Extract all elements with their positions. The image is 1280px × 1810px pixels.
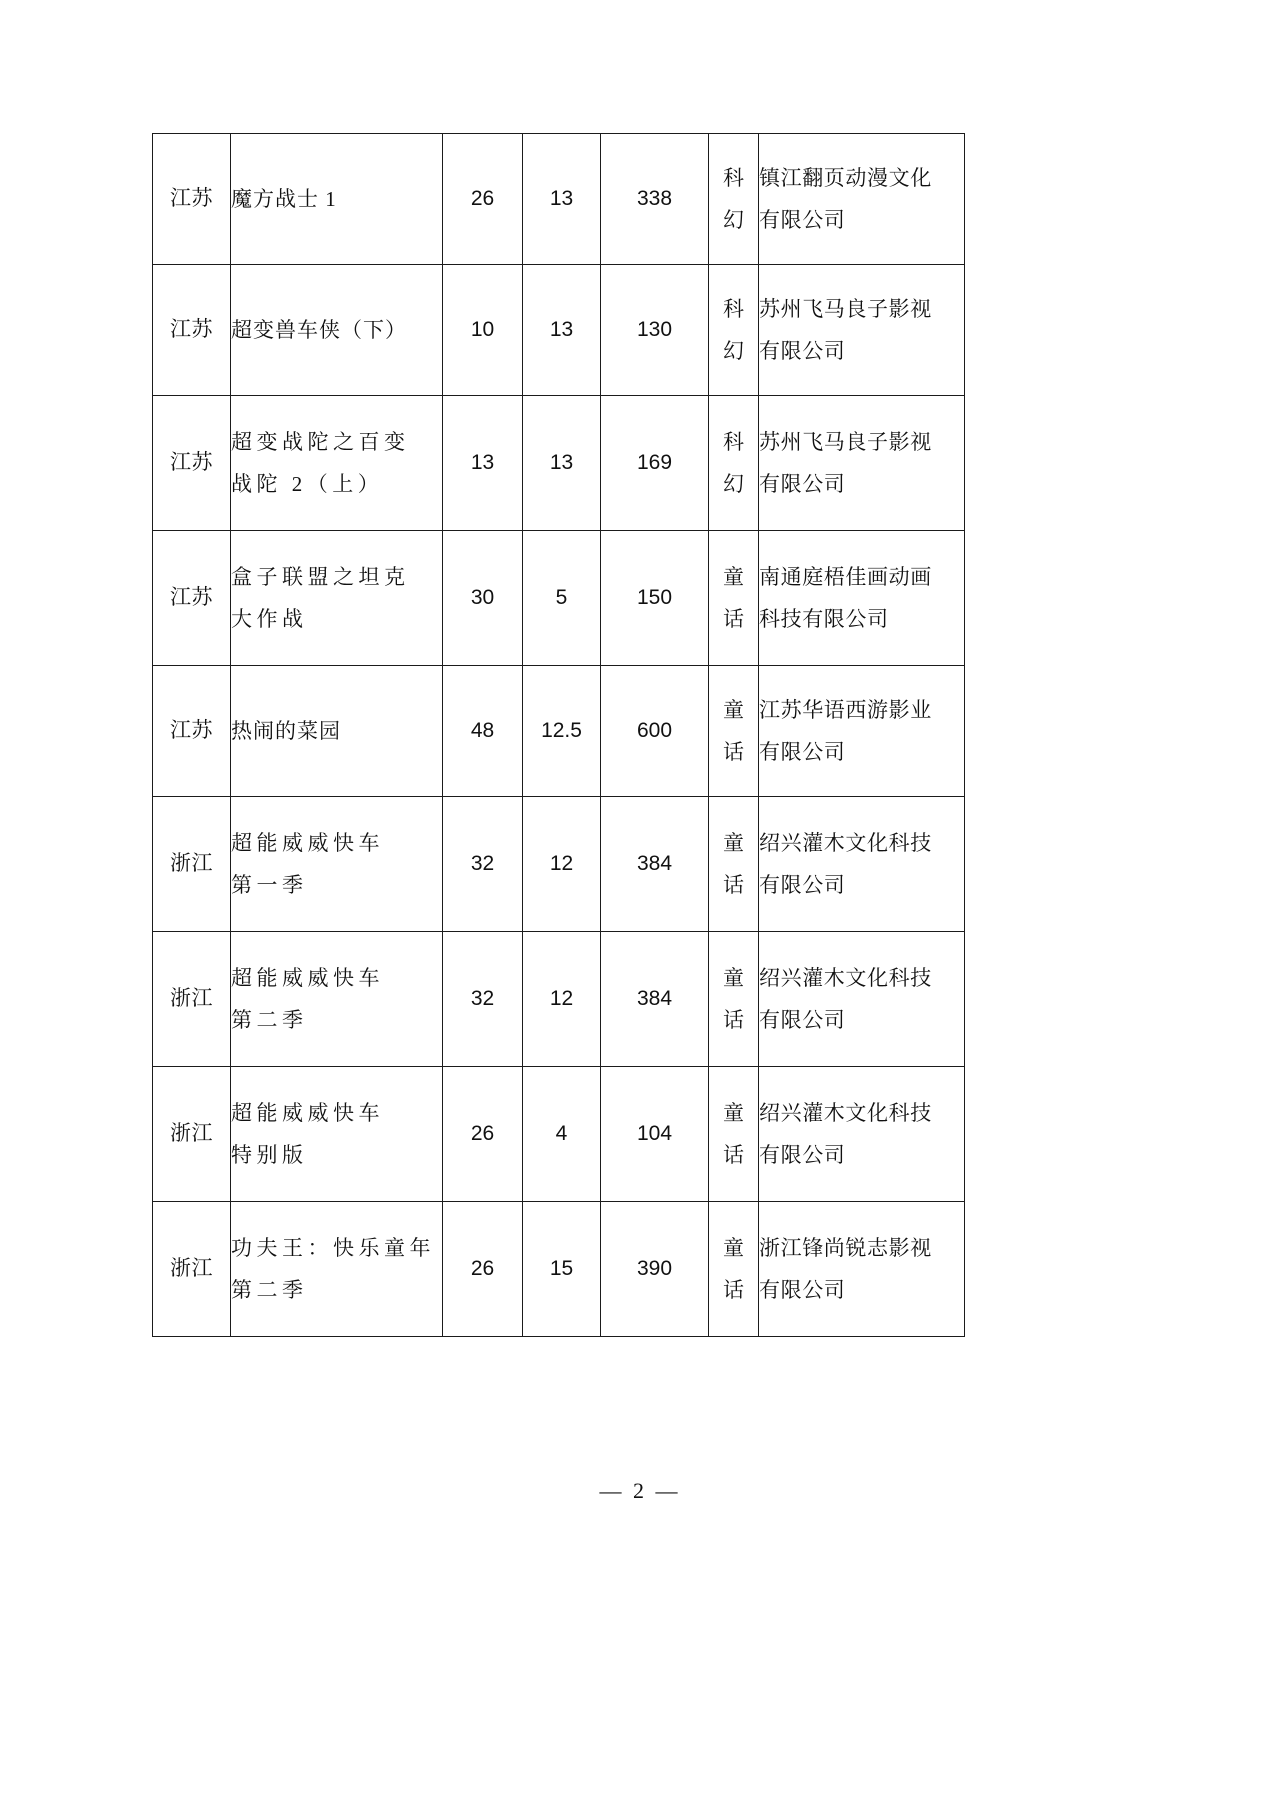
title-line: 第二季 [231, 1008, 308, 1032]
table-row [153, 666, 965, 797]
cell-minutes-per-episode: 12 [523, 932, 601, 1067]
cell-title [231, 932, 443, 1067]
cell-minutes-per-episode: 15 [523, 1202, 601, 1337]
cell-genre [709, 666, 759, 797]
cell-genre [709, 1067, 759, 1202]
cell-title [231, 265, 443, 396]
cell-company [759, 666, 965, 797]
cell-total-minutes: 130 [601, 265, 709, 396]
table-row [153, 265, 965, 396]
cell-company [759, 797, 965, 932]
cell-minutes-per-episode: 5 [523, 531, 601, 666]
cell-company [759, 396, 965, 531]
genre-char: 科 [723, 166, 744, 190]
cell-company [759, 1067, 965, 1202]
title-line: 大作战 [231, 607, 308, 631]
cell-province: 浙江 [153, 1202, 231, 1337]
cell-minutes-per-episode: 12.5 [523, 666, 601, 797]
company-line: 绍兴灌木文化科技 [759, 831, 932, 855]
title-line: 第二季 [231, 1278, 308, 1302]
cell-title [231, 396, 443, 531]
genre-char: 童 [723, 831, 744, 855]
cell-title [231, 797, 443, 932]
cell-minutes-per-episode: 12 [523, 797, 601, 932]
company-line: 绍兴灌木文化科技 [759, 1101, 932, 1125]
cell-genre [709, 1202, 759, 1337]
cell-total-minutes: 338 [601, 134, 709, 265]
cell-province: 浙江 [153, 1067, 231, 1202]
cell-total-minutes: 104 [601, 1067, 709, 1202]
cell-episodes: 48 [443, 666, 523, 797]
table-row [153, 134, 965, 265]
table-row [153, 531, 965, 666]
title-line: 超能威威快车 [231, 831, 384, 855]
company-line: 有限公司 [759, 472, 846, 496]
cell-province: 江苏 [153, 265, 231, 396]
cell-minutes-per-episode: 13 [523, 265, 601, 396]
title-line: 超能威威快车 [231, 1101, 384, 1125]
cell-title [231, 1202, 443, 1337]
cell-genre [709, 134, 759, 265]
cell-minutes-per-episode: 4 [523, 1067, 601, 1202]
cell-episodes: 32 [443, 797, 523, 932]
cell-episodes: 30 [443, 531, 523, 666]
genre-char: 幻 [723, 472, 744, 496]
table-row [153, 797, 965, 932]
genre-char: 话 [723, 873, 744, 897]
company-line: 有限公司 [759, 740, 846, 764]
cell-episodes: 32 [443, 932, 523, 1067]
cell-province: 浙江 [153, 797, 231, 932]
cell-total-minutes: 390 [601, 1202, 709, 1337]
cell-province: 江苏 [153, 666, 231, 797]
genre-char: 科 [723, 430, 744, 454]
genre-char: 话 [723, 1143, 744, 1167]
cell-genre [709, 531, 759, 666]
company-line: 绍兴灌木文化科技 [759, 966, 932, 990]
cell-genre [709, 265, 759, 396]
genre-char: 幻 [723, 208, 744, 232]
genre-char: 话 [723, 607, 744, 631]
company-line: 有限公司 [759, 873, 846, 897]
cell-title [231, 666, 443, 797]
title-line: 热闹的菜园 [231, 719, 341, 743]
title-line: 功夫王：快乐童年 [231, 1236, 435, 1260]
cell-genre [709, 396, 759, 531]
genre-char: 话 [723, 740, 744, 764]
title-line: 第一季 [231, 873, 308, 897]
title-line: 魔方战士 1 [231, 187, 337, 211]
company-line: 镇江翻页动漫文化 [759, 166, 932, 190]
table-row [153, 1202, 965, 1337]
company-line: 科技有限公司 [759, 607, 889, 631]
genre-char: 话 [723, 1278, 744, 1302]
cell-total-minutes: 150 [601, 531, 709, 666]
cell-minutes-per-episode: 13 [523, 396, 601, 531]
cell-title [231, 134, 443, 265]
cell-province: 江苏 [153, 396, 231, 531]
cell-total-minutes: 384 [601, 797, 709, 932]
cell-episodes: 26 [443, 1067, 523, 1202]
company-line: 浙江锋尚锐志影视 [759, 1236, 932, 1260]
page-number: — 2 — [599, 1478, 681, 1503]
genre-char: 幻 [723, 339, 744, 363]
cell-company [759, 134, 965, 265]
company-line: 有限公司 [759, 1143, 846, 1167]
title-line: 特别版 [231, 1143, 308, 1167]
title-line: 盒子联盟之坦克 [231, 565, 410, 589]
title-line: 战陀 2（上） [231, 472, 384, 496]
company-line: 南通庭梧佳画动画 [759, 565, 932, 589]
genre-char: 科 [723, 297, 744, 321]
table-row [153, 932, 965, 1067]
title-line: 超变战陀之百变 [231, 430, 410, 454]
cell-total-minutes: 169 [601, 396, 709, 531]
cell-episodes: 13 [443, 396, 523, 531]
company-line: 有限公司 [759, 1008, 846, 1032]
cell-title [231, 1067, 443, 1202]
title-line: 超能威威快车 [231, 966, 384, 990]
table-row [153, 1067, 965, 1202]
productions-table-body [153, 134, 965, 1337]
cell-province: 江苏 [153, 134, 231, 265]
company-line: 苏州飞马良子影视 [759, 430, 932, 454]
cell-genre [709, 797, 759, 932]
cell-minutes-per-episode: 13 [523, 134, 601, 265]
cell-company [759, 265, 965, 396]
genre-char: 童 [723, 1101, 744, 1125]
company-line: 有限公司 [759, 1278, 846, 1302]
company-line: 苏州飞马良子影视 [759, 297, 932, 321]
company-line: 江苏华语西游影业 [759, 698, 932, 722]
cell-company [759, 531, 965, 666]
company-line: 有限公司 [759, 339, 846, 363]
cell-episodes: 26 [443, 1202, 523, 1337]
productions-table-container [152, 133, 964, 1337]
genre-char: 童 [723, 698, 744, 722]
genre-char: 童 [723, 565, 744, 589]
table-row [153, 396, 965, 531]
genre-char: 童 [723, 1236, 744, 1260]
genre-char: 童 [723, 966, 744, 990]
title-line: 超变兽车侠（下） [231, 318, 407, 342]
cell-episodes: 26 [443, 134, 523, 265]
company-line: 有限公司 [759, 208, 846, 232]
productions-table [152, 133, 965, 1337]
cell-province: 江苏 [153, 531, 231, 666]
genre-char: 话 [723, 1008, 744, 1032]
cell-province: 浙江 [153, 932, 231, 1067]
cell-episodes: 10 [443, 265, 523, 396]
cell-title [231, 531, 443, 666]
cell-company [759, 932, 965, 1067]
cell-genre [709, 932, 759, 1067]
cell-total-minutes: 600 [601, 666, 709, 797]
cell-company [759, 1202, 965, 1337]
cell-total-minutes: 384 [601, 932, 709, 1067]
